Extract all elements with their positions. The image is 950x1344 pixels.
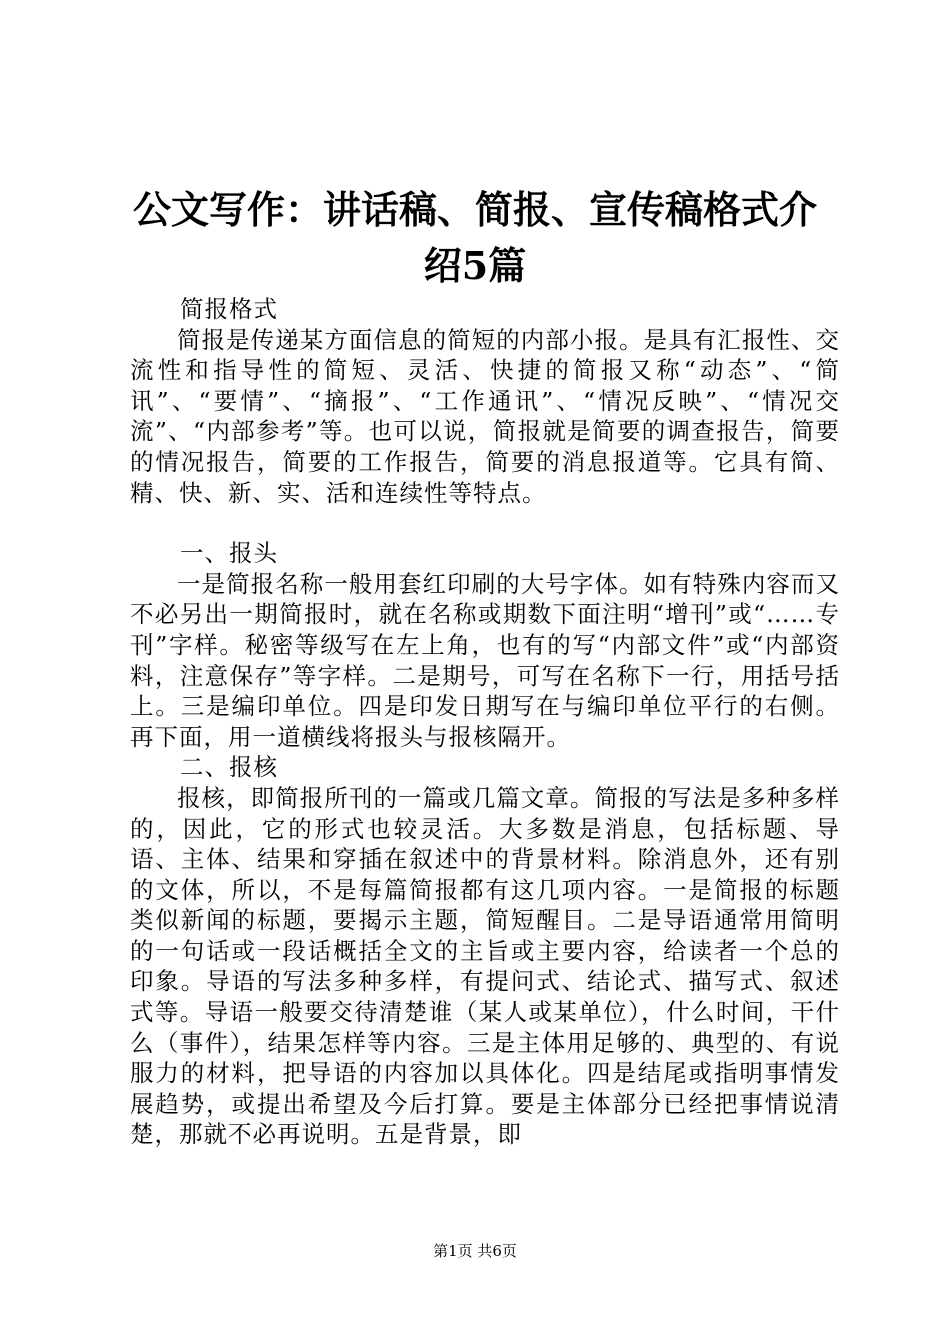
- document-body: [130, 294, 840, 1150]
- heading-baotou: 一、报头: [180, 539, 278, 568]
- baotou-paragraph: 一是简报名称一般用套红印刷的大号字体。如有特殊内容而又不必另出一期简报时，就在名称或期数下面注明“增刊”或“……专刊”字样。秘密等级写在左上角，也有的写“内部文件”或“内部资料，注意保存”等字样。二是期号，可写在名称下一行，用括号括上。三是编印单位。四是印发日期写在与编印单位平行的右侧。再下面，用一道横线将报头与报核隔开。: [130, 569, 840, 751]
- document-title: 公文写作：讲话稿、简报、宣传稿格式介绍5篇: [132, 187, 817, 288]
- intro-paragraph: 简报是传递某方面信息的简短的内部小报。是具有汇报性、交流性和指导性的简短、灵活、快捷的简报又称“动态”、“简讯”、“要情”、“摘报”、“工作通讯”、“情况反映”、“情况交流”、“内部参考”等。也可以说，简报就是简要的调查报告，简要的情况报告，简要的工作报告，简要的消息报道等。它具有简、精、快、新、实、活和连续性等特点。: [130, 325, 840, 507]
- page-number: 第1页 共6页: [433, 1242, 517, 1260]
- section-title: 简报格式: [180, 295, 278, 323]
- heading-baohe: 二、报核: [180, 753, 278, 782]
- paragraph-gap: [130, 508, 840, 538]
- baohe-paragraph: 报核，即简报所刊的一篇或几篇文章。简报的写法是多种多样的，因此，它的形式也较灵活。大多数是消息，包括标题、导语、主体、结果和穿插在叙述中的背景材料。除消息外，还有别的文体，所以，不是每篇简报都有这几项内容。一是简报的标题类似新闻的标题，要揭示主题，简短醒目。二是导语通常用简明的一句话或一段话概括全文的主旨或主要内容，给读者一个总的印象。导语的写法多种多样，有提问式、结论式、描写式、叙述式等。导语一般要交待清楚谁（某人或某单位），什么时间，干什么（事件），结果怎样等内容。三是主体用足够的、典型的、有说服力的材料，把导语的内容加以具体化。四是结尾或指明事情发展趋势，或提出希望及今后打算。要是主体部分已经把事情说清楚，那就不必再说明。五是背景，即: [130, 783, 840, 1149]
